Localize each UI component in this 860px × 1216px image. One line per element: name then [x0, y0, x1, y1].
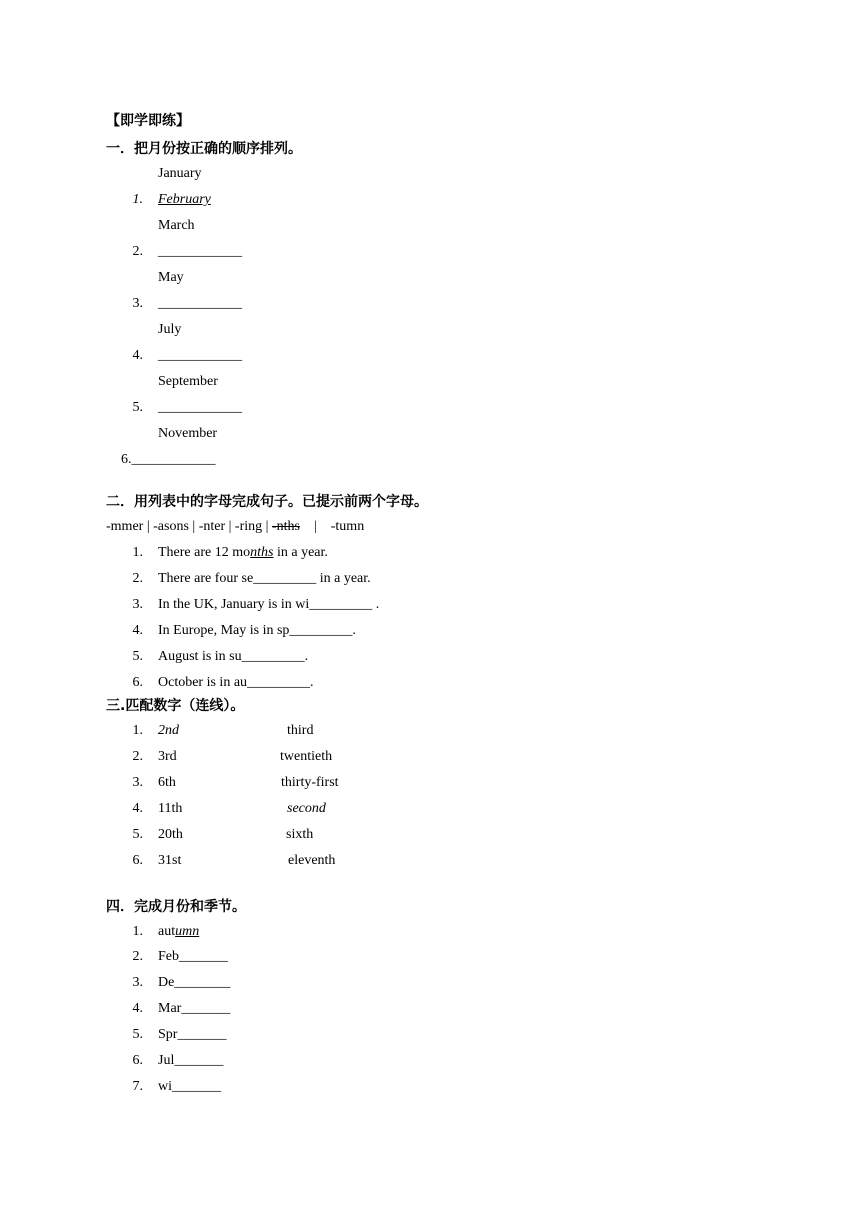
item-number: 5. [132, 1027, 143, 1042]
item-number: 4. [132, 1001, 143, 1016]
section-4-title: 四．完成月份和季节。 [106, 899, 246, 915]
sentence[interactable]: There are four se_________ in a year. [158, 571, 371, 586]
item-number: 5. [132, 649, 143, 664]
sentence [158, 544, 328, 562]
item-number: 2. [132, 749, 143, 764]
answer-blank[interactable]: ____________ [158, 400, 242, 415]
word-blank[interactable]: Feb_______ [158, 949, 228, 964]
month-list-item: March [158, 218, 195, 233]
item-number: 6. [132, 853, 143, 868]
item-number: 5. [132, 827, 143, 842]
worksheet-heading: 【即学即练】 [106, 113, 190, 129]
item-number: 3. [132, 597, 143, 612]
example-answer: nths [250, 545, 274, 560]
item-number: 3. [132, 296, 143, 311]
match-right[interactable]: eleventh [288, 853, 336, 868]
match-left[interactable]: 6th [158, 775, 176, 790]
word-bank-start: -mmer | -asons | -nter | -ring | [106, 519, 272, 534]
match-right[interactable]: thirty-first [281, 775, 339, 790]
item-number: 6. [132, 675, 143, 690]
section-1-title: 一．把月份按正确的顺序排列。 [106, 141, 302, 157]
sentence[interactable]: In the UK, January is in wi_________ . [158, 597, 380, 612]
match-right[interactable]: twentieth [280, 749, 333, 764]
example-answer: February [158, 192, 211, 207]
answer-blank[interactable]: ____________ [158, 296, 242, 311]
word-blank[interactable]: wi_______ [158, 1079, 221, 1094]
match-right[interactable]: sixth [286, 827, 314, 842]
word-blank[interactable]: De________ [158, 975, 231, 990]
month-list-item: November [158, 426, 218, 441]
answer-blank[interactable]: ____________ [158, 348, 242, 363]
sentence-text: There are 12 mo [158, 545, 251, 560]
item-number: 1. [132, 545, 143, 560]
match-right[interactable]: second [287, 801, 326, 816]
item-number: 1. [132, 723, 143, 738]
match-left[interactable]: 11th [158, 801, 183, 816]
section-3-title: 三.匹配数字（连线）。 [106, 698, 245, 714]
item-number: 2. [132, 571, 143, 586]
sentence[interactable]: In Europe, May is in sp_________. [158, 623, 356, 638]
item-number: 4. [132, 623, 143, 638]
sentence-text: in a year. [273, 545, 328, 560]
month-list-item: May [158, 270, 184, 285]
item-number: 3. [132, 975, 143, 990]
match-left[interactable]: 31st [158, 853, 182, 868]
match-left[interactable]: 20th [158, 827, 183, 842]
word-stem: aut [158, 924, 176, 939]
item-number: 2. [132, 244, 143, 259]
section-2-title: 二．用列表中的字母完成句子。已提示前两个字母。 [106, 494, 428, 510]
item-number: 2. [132, 949, 143, 964]
word-blank[interactable]: Spr_______ [158, 1027, 227, 1042]
answer-blank[interactable]: 6.____________ [121, 452, 216, 467]
example-answer: umn [175, 924, 200, 939]
word-bank-used: -nths [271, 519, 300, 534]
sentence[interactable]: October is in au_________. [158, 675, 314, 690]
sentence[interactable]: August is in su_________. [158, 649, 309, 664]
word-item [158, 923, 199, 941]
word-bank-end: | -tumn [299, 519, 365, 534]
match-right[interactable]: third [287, 723, 314, 738]
month-list-item: July [158, 322, 182, 337]
item-number: 4. [132, 801, 143, 816]
item-number: 3. [132, 775, 143, 790]
month-list-item: January [158, 166, 202, 181]
word-blank[interactable]: Mar_______ [158, 1001, 231, 1016]
match-left[interactable]: 2nd [158, 723, 179, 738]
item-number: 4. [132, 348, 143, 363]
answer-blank[interactable]: ____________ [158, 244, 242, 259]
item-number: 5. [132, 400, 143, 415]
item-number: 1. [132, 924, 143, 939]
item-number: 6. [132, 1053, 143, 1068]
word-bank [106, 518, 364, 536]
month-list-item: September [158, 374, 218, 389]
item-number: 1. [132, 192, 143, 207]
item-number: 7. [132, 1079, 143, 1094]
match-left[interactable]: 3rd [158, 749, 177, 764]
word-blank[interactable]: Jul_______ [158, 1053, 224, 1068]
